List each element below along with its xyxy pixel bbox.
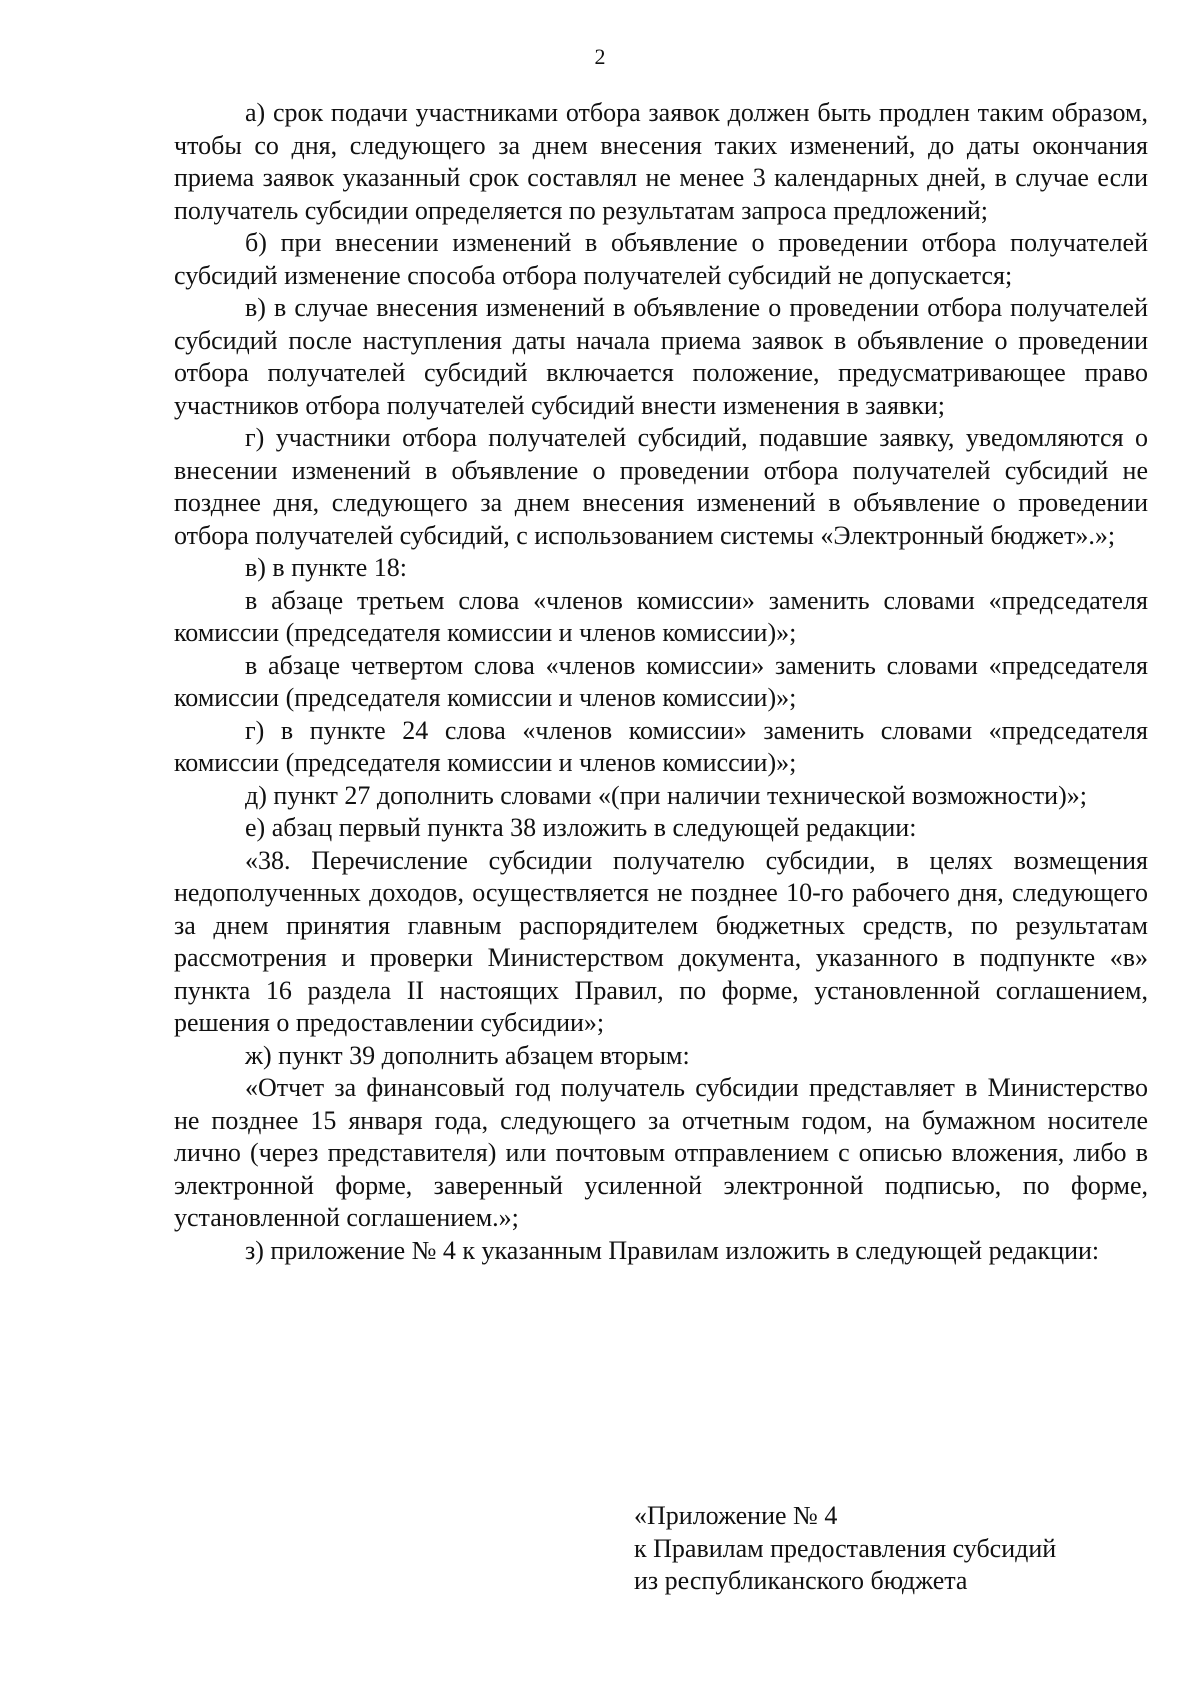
paragraph-clause-38-text: «38. Перечисление субсидии получателю субсидии, в целях возмещения недополученных доходов, осуществляется не позднее 10-го рабочего дня, следующего за днем принятия главным распорядителем бюджетных средств, по результатам рассмотрения и проверки Министерством документа, указанного в подпункте «в» пункта 16 раздела II настоящих Правил, по форме, установленной соглашением, решения о предоставлении субсидии»; [174, 845, 1148, 1037]
paragraph-v-application-changes: в) в случае внесения изменений в объявление о проведении отбора получателей субсидий после наступления даты начала приема заявок в объявление о проведении отбора получателей субсидий включается положение, предусматривающее право участников отбора получателей субсидий внести изменения в заявки; [174, 293, 1148, 420]
paragraph-clause-18-fourth: в абзаце четвертом слова «членов комиссии» заменить словами «председателя комиссии (председателя комиссии и членов комиссии)»; [174, 650, 1148, 712]
paragraph-d-clause-27: д) пункт 27 дополнить словами «(при наличии технической возможности)»; [245, 780, 1087, 810]
paragraph-report-text: «Отчет за финансовый год получатель субсидии представляет в Министерство не позднее 15 января года, следующего за отчетным годом, на бумажном носителе лично (через представителя) или почтовым отправлением с описью вложения, либо в электронной форме, заверенный усиленной электронной подписью, по форме, установленной соглашением.»; [174, 1073, 1148, 1232]
appendix-header-line: «Приложение № 4 [634, 1501, 838, 1530]
paragraph-g-clause-24: г) в пункте 24 слова «членов комиссии» заменить словами «председателя комиссии (председателя комиссии и членов комиссии)»; [174, 715, 1148, 777]
paragraph-a-deadline-extension: а) срок подачи участниками отбора заявок должен быть продлен таким образом, чтобы со дня, следующего за днем внесения таких изменений, до даты окончания приема заявок указанный срок составлял не менее 3 календарных дней, в случае если получатель субсидии определяется по результатам запроса предложений; [174, 98, 1148, 225]
paragraph-g-participant-notification: г) участники отбора получателей субсидий, подавшие заявку, уведомляются о внесении изменений в объявление о проведении отбора получателей субсидий не позднее дня, следующего за днем внесения изменений в объявление о проведении отбора получателей субсидий, с использованием системы «Электронный бюджет».»; [174, 423, 1148, 550]
page-number: 2 [594, 44, 606, 69]
paragraph-clause-18-third: в абзаце третьем слова «членов комиссии» заменить словами «председателя комиссии (председателя комиссии и членов комиссии)»; [174, 585, 1148, 647]
appendix-header-line: к Правилам предоставления субсидий [634, 1533, 1057, 1563]
appendix-header [634, 1500, 1154, 1598]
document-body [174, 97, 1148, 1267]
paragraph-v-clause-18: в) в пункте 18: [245, 553, 407, 582]
paragraph-z-appendix-4: з) приложение № 4 к указанным Правилам изложить в следующей редакции: [245, 1235, 1100, 1265]
appendix-header-line: из республиканского бюджета [634, 1566, 968, 1595]
paragraph-b-selection-method: б) при внесении изменений в объявление о проведении отбора получателей субсидий изменение способа отбора получателей субсидий не допускается; [174, 228, 1148, 290]
paragraph-e-clause-38: е) абзац первый пункта 38 изложить в следующей редакции: [245, 813, 917, 842]
paragraph-zh-clause-39: ж) пункт 39 дополнить абзацем вторым: [245, 1040, 690, 1070]
